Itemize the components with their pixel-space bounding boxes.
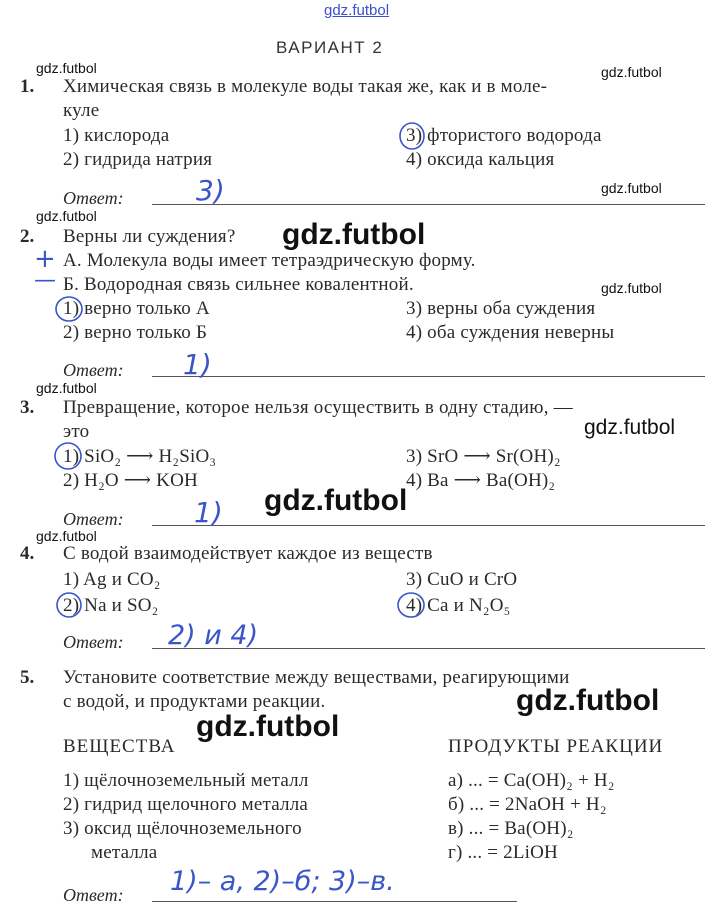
- question-1-text-cont: куле: [63, 100, 100, 121]
- q3-option-3: 3) SrO ⟶ Sr(OH)₂: [406, 446, 561, 467]
- watermark-large: gdz.futbol: [282, 218, 426, 251]
- column-header-products: ПРОДУКТЫ РЕАКЦИИ: [448, 736, 664, 757]
- q1-option-4: 4) оксида кальция: [406, 149, 555, 170]
- variant-title: ВАРИАНТ 2: [276, 38, 384, 57]
- watermark: gdz.futbol: [36, 208, 97, 224]
- question-number-2: 2.: [20, 226, 35, 247]
- q5-substance-2: 2) гидрид щелочного металла: [63, 794, 309, 815]
- q4-option-4-circle: [398, 593, 424, 617]
- question-number-5: 5.: [20, 667, 35, 688]
- q5-product-b: б) ... = 2NaOH + H₂: [448, 794, 607, 815]
- q3-option-2: 2) H₂O ⟶ KOH: [63, 470, 198, 491]
- watermark: gdz.futbol: [601, 64, 662, 80]
- q5-product-a: а) ... = Ca(OH)₂ + H₂: [448, 770, 615, 791]
- q3-option-4: 4) Ba ⟶ Ba(OH)₂: [406, 470, 556, 491]
- watermark-large: gdz.futbol: [516, 684, 660, 717]
- watermark-top: gdz.futbol: [324, 2, 390, 19]
- watermark: gdz.futbol: [584, 416, 676, 439]
- column-header-substances: ВЕЩЕСТВА: [63, 736, 176, 757]
- q2-handwritten-answer: 1): [183, 348, 212, 381]
- question-1-text: Химическая связь в молекуле воды такая же, как и в моле-: [63, 76, 548, 97]
- q5-handwritten-answer: 1)– а, 2)–б; 3)–в.: [170, 866, 395, 897]
- q5-product-v: в) ... = Ba(OH)₂: [448, 818, 574, 839]
- q4-answer-label: Ответ:: [63, 632, 124, 652]
- q5-answer-label: Ответ:: [63, 885, 124, 905]
- q3-answer-label: Ответ:: [63, 509, 124, 529]
- q1-answer-label: Ответ:: [63, 188, 124, 208]
- q4-option-1: 1) Ag и CO₂: [63, 569, 161, 590]
- question-2-text: Верны ли суждения?: [63, 226, 236, 247]
- question-4-text: С водой взаимодействует каждое из веществ: [63, 543, 433, 564]
- question-3-text: Превращение, которое нельзя осуществить в одну стадию, —: [63, 397, 573, 418]
- q2-mark-b: —: [34, 268, 56, 293]
- q2-option-1-circle: [56, 297, 82, 321]
- q2-answer-label: Ответ:: [63, 360, 124, 380]
- watermark: gdz.futbol: [36, 380, 97, 396]
- question-number-4: 4.: [20, 543, 35, 564]
- q1-option-2: 2) гидрида натрия: [63, 149, 213, 170]
- q1-option-3-circle: [400, 123, 424, 149]
- q2-option-4: 4) оба суждения неверны: [406, 322, 615, 343]
- q3-option-1-circle: [55, 443, 81, 469]
- watermark: gdz.futbol: [601, 280, 662, 296]
- q1-handwritten-answer: 3): [196, 174, 225, 207]
- q4-option-3: 3) CuO и CrO: [406, 569, 518, 590]
- watermark: gdz.futbol: [601, 180, 662, 196]
- q2-option-1: 1) верно только А: [63, 298, 210, 319]
- q3-option-1: 1) SiO₂ ⟶ H₂SiO₃: [63, 446, 217, 467]
- q5-product-g: г) ... = 2LiOH: [448, 842, 558, 863]
- question-number-1: 1.: [20, 76, 35, 97]
- q2-option-3: 3) верны оба суждения: [406, 298, 596, 319]
- q1-option-1: 1) кислорода: [63, 125, 170, 146]
- q3-handwritten-answer: 1): [194, 496, 223, 529]
- watermark-large: gdz.futbol: [264, 484, 408, 517]
- watermark: gdz.futbol: [36, 60, 97, 76]
- q4-option-4: 4) Ca и N₂O₅: [406, 595, 511, 616]
- q4-option-2: 2) Na и SO₂: [63, 595, 159, 616]
- q5-substance-1: 1) щёлочноземельный металл: [63, 770, 309, 791]
- watermark: gdz.futbol: [36, 528, 97, 544]
- q4-handwritten-answer: 2) и 4): [168, 620, 259, 651]
- q1-option-3: 3) фтористого водорода: [406, 125, 602, 146]
- q5-substance-3-cont: металла: [91, 842, 158, 863]
- q2-statement-b: Б. Водородная связь сильнее ковалентной.: [63, 274, 414, 295]
- question-5-text-cont: с водой, и продуктами реакции.: [63, 691, 326, 712]
- question-5-text: Установите соответствие между веществами, реагирующими: [63, 667, 570, 688]
- q5-substance-3: 3) оксид щёлочноземельного: [63, 818, 302, 839]
- q2-mark-a: +: [34, 244, 56, 274]
- watermark-large: gdz.futbol: [196, 710, 340, 743]
- q2-statement-a: А. Молекула воды имеет тетраэдрическую форму.: [63, 250, 476, 271]
- question-3-text-cont: это: [63, 421, 90, 442]
- q2-option-2: 2) верно только Б: [63, 322, 208, 343]
- question-number-3: 3.: [20, 397, 35, 418]
- q4-option-2-circle: [57, 593, 81, 617]
